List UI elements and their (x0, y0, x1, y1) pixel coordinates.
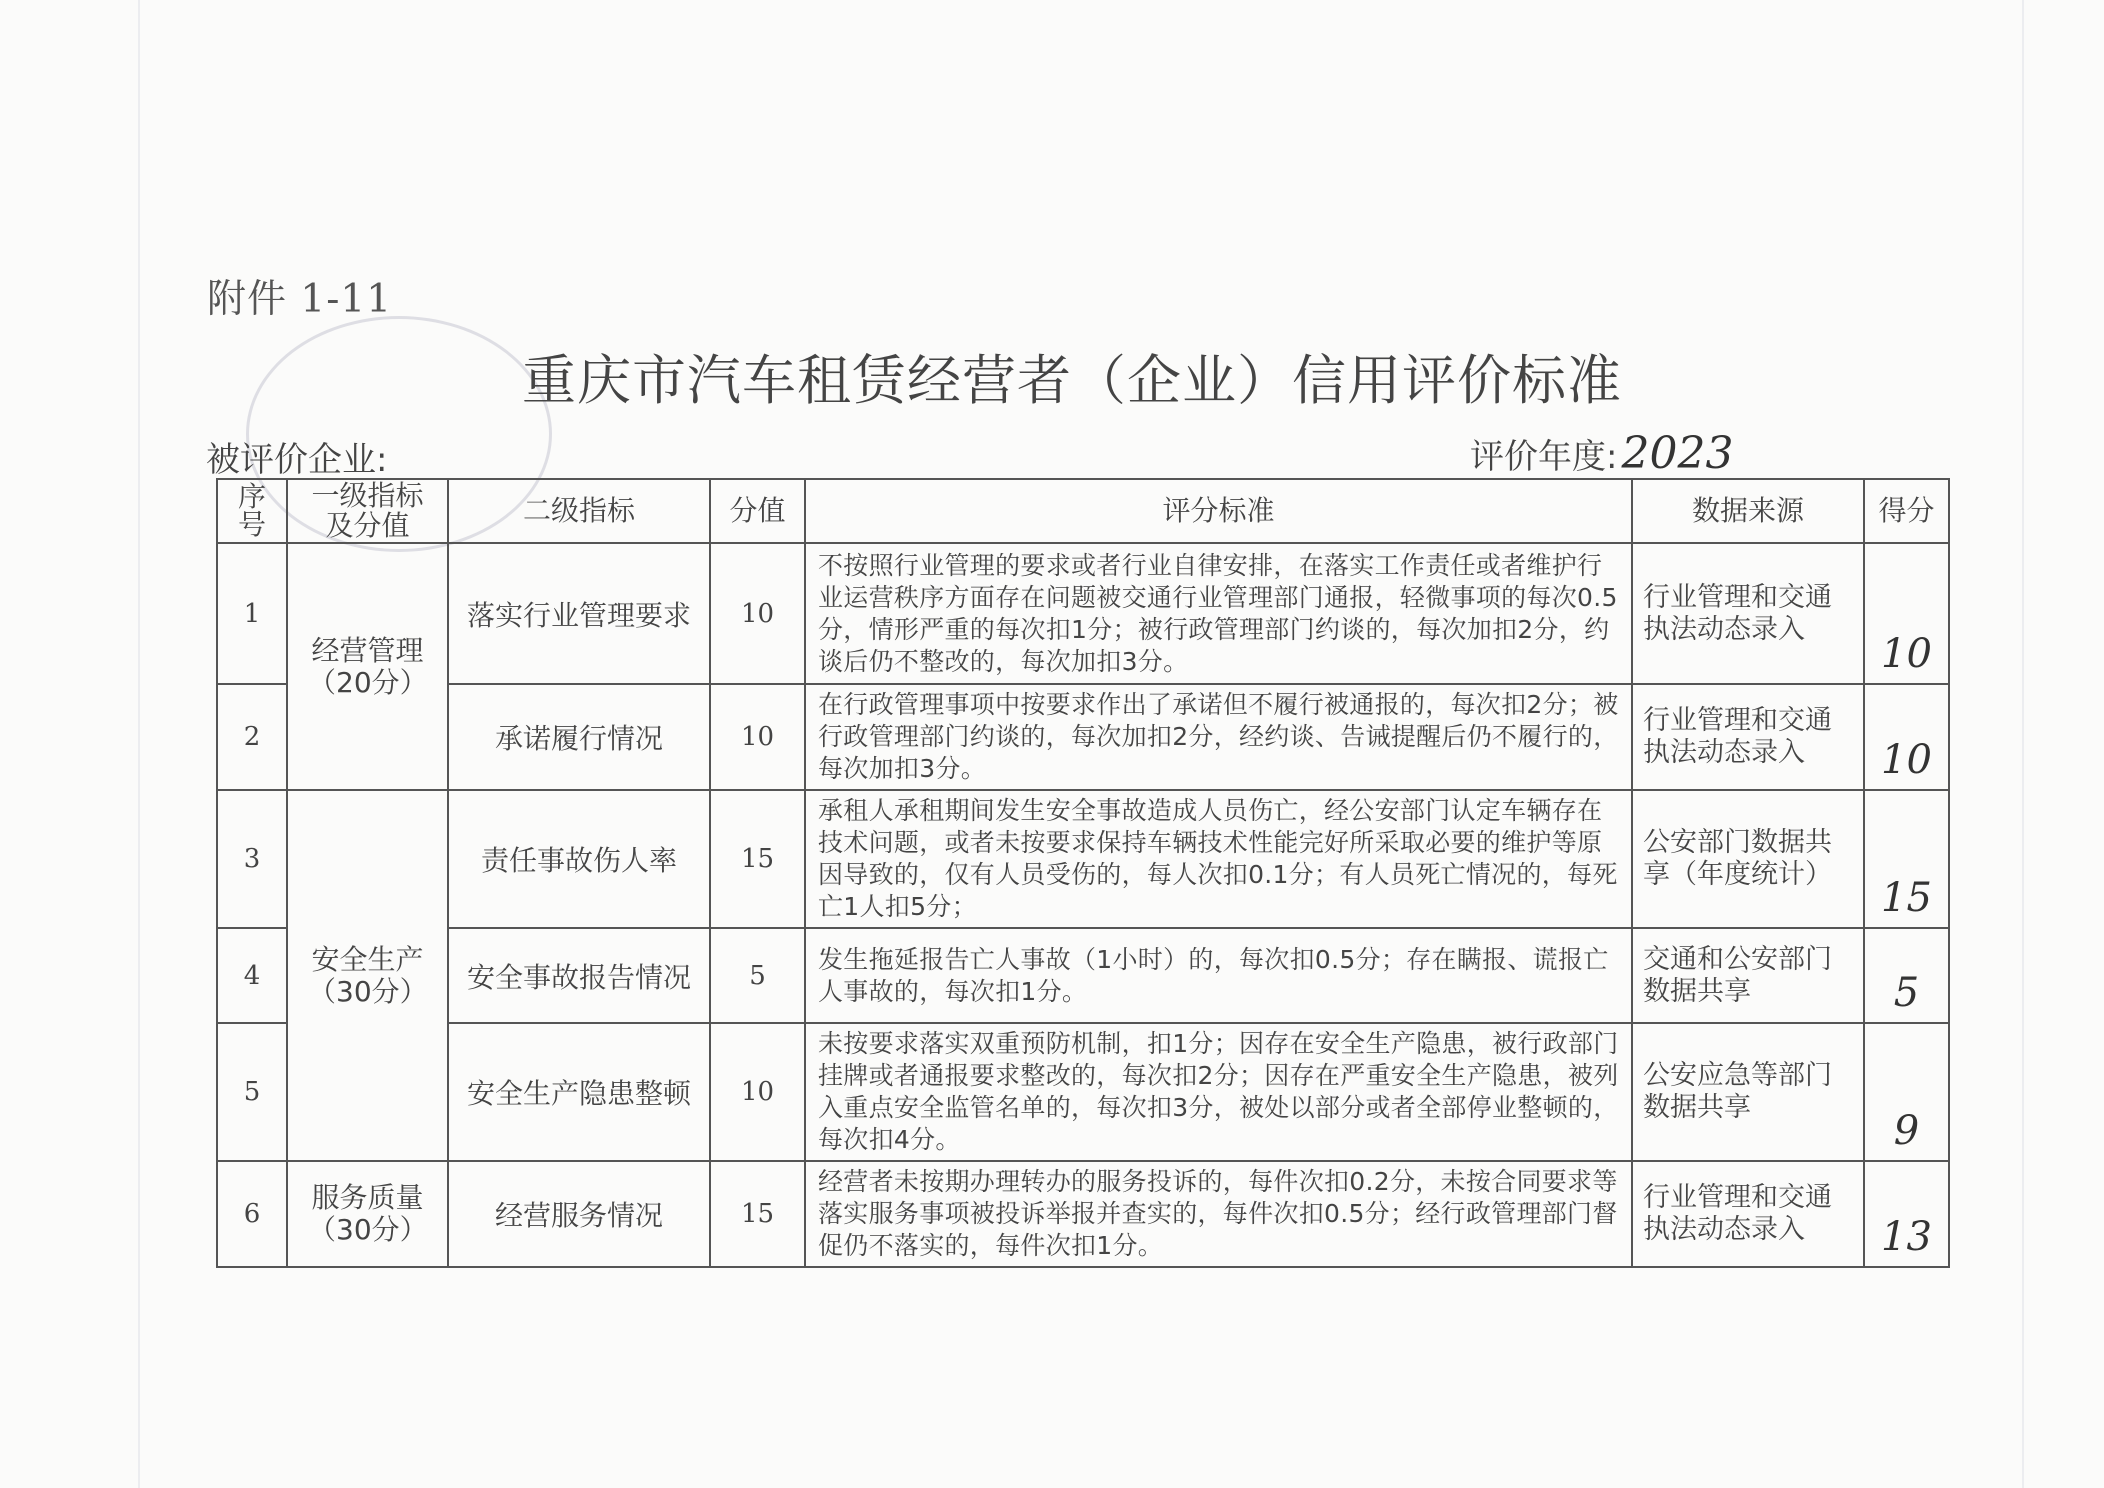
row-score: 5 (1864, 928, 1949, 1023)
header-score: 得分 (1864, 479, 1949, 543)
row-no: 2 (217, 684, 287, 790)
row-criteria: 发生拖延报告亡人事故（1小时）的，每次扣0.5分；存在瞒报、谎报亡人事故的，每次扣1分。 (805, 928, 1632, 1023)
row-points: 5 (710, 928, 805, 1023)
row-score: 10 (1864, 543, 1949, 684)
header-no: 序号 (217, 479, 287, 543)
header-source: 数据来源 (1632, 479, 1864, 543)
row-no: 3 (217, 790, 287, 928)
header-level1: 一级指标及分值 (287, 479, 448, 543)
evaluation-year-value: 2023 (1621, 428, 1734, 479)
row-no: 1 (217, 543, 287, 684)
credit-evaluation-table (216, 478, 1950, 1268)
row-source: 公安部门数据共享（年度统计） (1632, 790, 1864, 928)
table-row (217, 1161, 1949, 1267)
row-source: 公安应急等部门数据共享 (1632, 1023, 1864, 1161)
table-row (217, 790, 1949, 928)
row-score: 15 (1864, 790, 1949, 928)
row-indicator: 承诺履行情况 (448, 684, 710, 790)
document-title: 重庆市汽车租赁经营者（企业）信用评价标准 (522, 349, 1622, 412)
row-points: 10 (710, 684, 805, 790)
row-indicator: 经营服务情况 (448, 1161, 710, 1267)
table-row (217, 928, 1949, 1023)
row-no: 6 (217, 1161, 287, 1267)
category-safety: 安全生产（30分） (287, 790, 448, 1161)
evaluation-year (1470, 428, 1733, 479)
row-criteria: 经营者未按期办理转办的服务投诉的，每件次扣0.2分，未按合同要求等落实服务事项被投诉举报并查实的，每件次扣0.5分；经行政管理部门督促仍不落实的，每件次扣1分。 (805, 1161, 1632, 1267)
row-criteria: 不按照行业管理的要求或者行业自律安排，在落实工作责任或者维护行业运营秩序方面存在问题被交通行业管理部门通报，轻微事项的每次0.5分，情形严重的每次扣1分；被行政管理部门约谈的，每次加扣2分，约谈后仍不整改的，每次加扣3分。 (805, 543, 1632, 684)
table-row (217, 684, 1949, 790)
category-service: 服务质量（30分） (287, 1161, 448, 1267)
row-no: 5 (217, 1023, 287, 1161)
row-score: 9 (1864, 1023, 1949, 1161)
category-operation: 经营管理（20分） (287, 543, 448, 790)
row-indicator: 落实行业管理要求 (448, 543, 710, 684)
scan-artifact (138, 0, 140, 1488)
row-score: 10 (1864, 684, 1949, 790)
row-no: 4 (217, 928, 287, 1023)
attachment-number: 附件 1-11 (207, 277, 393, 322)
evaluation-year-label: 评价年度: (1470, 437, 1618, 477)
row-source: 行业管理和交通执法动态录入 (1632, 543, 1864, 684)
row-criteria: 承租人承租期间发生安全事故造成人员伤亡，经公安部门认定车辆存在技术问题，或者未按要求保持车辆技术性能完好所采取必要的维护等原因导致的，仅有人员受伤的，每人次扣0.1分；有人员死亡情况的，每死亡1人扣5分； (805, 790, 1632, 928)
header-level2: 二级指标 (448, 479, 710, 543)
table-row (217, 543, 1949, 684)
row-indicator: 安全生产隐患整顿 (448, 1023, 710, 1161)
row-points: 10 (710, 1023, 805, 1161)
row-score: 13 (1864, 1161, 1949, 1267)
row-source: 交通和公安部门数据共享 (1632, 928, 1864, 1023)
row-points: 15 (710, 790, 805, 928)
row-points: 15 (710, 1161, 805, 1267)
row-indicator: 责任事故伤人率 (448, 790, 710, 928)
table-header-row (217, 479, 1949, 543)
row-indicator: 安全事故报告情况 (448, 928, 710, 1023)
row-source: 行业管理和交通执法动态录入 (1632, 1161, 1864, 1267)
scan-artifact (2022, 0, 2024, 1488)
row-criteria: 在行政管理事项中按要求作出了承诺但不履行被通报的，每次扣2分；被行政管理部门约谈的，每次加扣2分，经约谈、告诫提醒后仍不履行的，每次加扣3分。 (805, 684, 1632, 790)
row-points: 10 (710, 543, 805, 684)
row-criteria: 未按要求落实双重预防机制，扣1分；因存在安全生产隐患，被行政部门挂牌或者通报要求整改的，每次扣2分；因存在严重安全生产隐患，被列入重点安全监管名单的，每次扣3分，被处以部分或者全部停业整顿的，每次扣4分。 (805, 1023, 1632, 1161)
header-points: 分值 (710, 479, 805, 543)
evaluated-company-label: 被评价企业: (206, 440, 388, 480)
table-row (217, 1023, 1949, 1161)
row-source: 行业管理和交通执法动态录入 (1632, 684, 1864, 790)
header-criteria: 评分标准 (805, 479, 1632, 543)
